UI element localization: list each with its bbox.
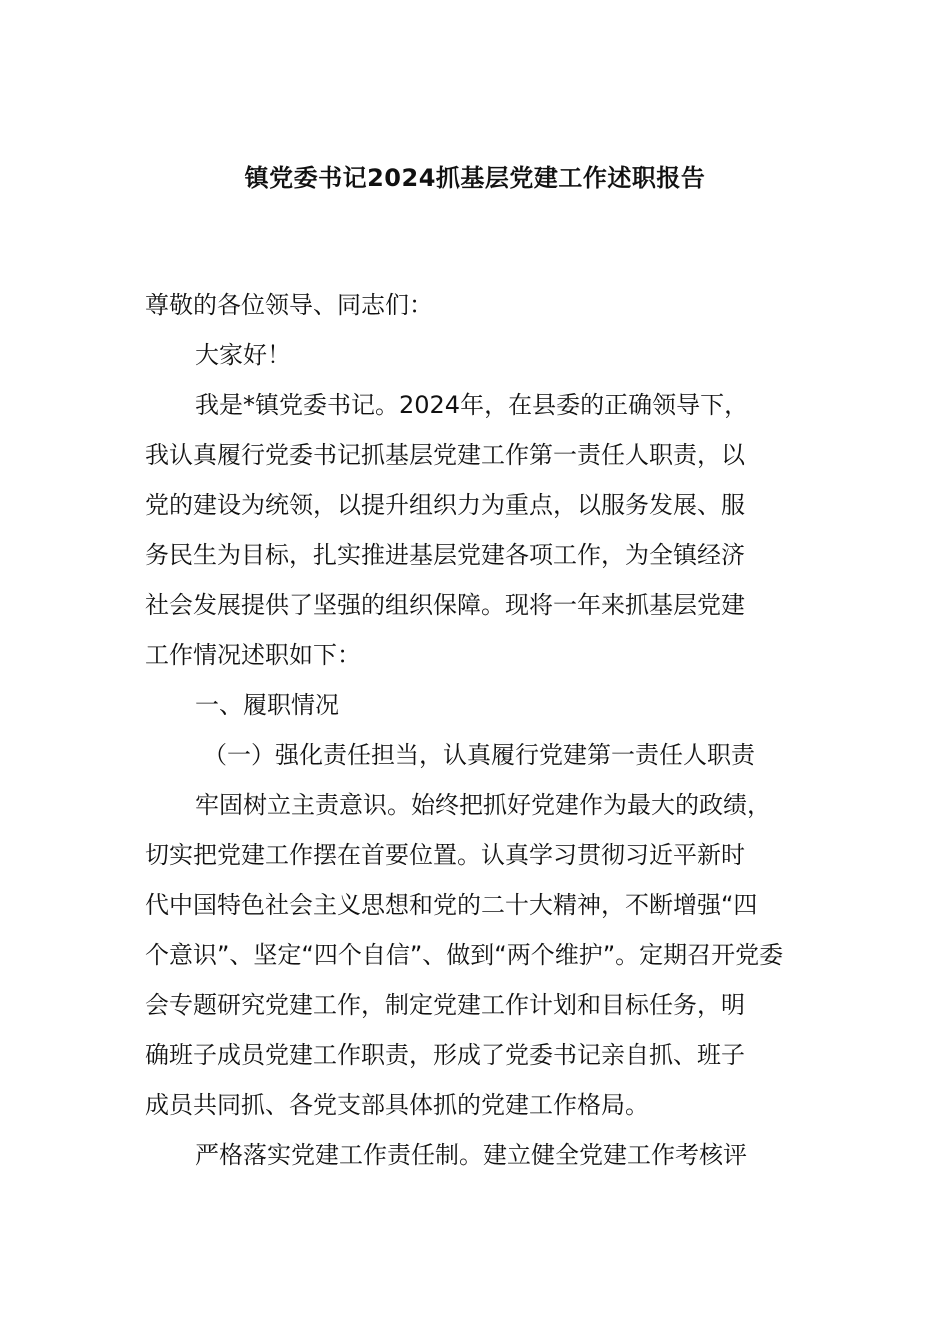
paragraph-line: 确班子成员党建工作职责，形成了党委书记亲自抓、班子	[145, 1041, 745, 1069]
paragraph-line: 党的建设为统领，以提升组织力为重点，以服务发展、服	[145, 491, 745, 519]
paragraph-line: 社会发展提供了坚强的组织保障。现将一年来抓基层党建	[145, 591, 745, 619]
subsection-heading: （一）强化责任担当，认真履行党建第一责任人职责	[203, 741, 755, 769]
section-heading: 一、履职情况	[195, 691, 339, 719]
paragraph-line: 工作情况述职如下：	[145, 641, 361, 669]
document-body	[145, 280, 835, 1180]
salutation: 尊敬的各位领导、同志们：	[145, 291, 433, 319]
paragraph-line: 切实把党建工作摆在首要位置。认真学习贯彻习近平新时	[145, 841, 745, 869]
paragraph-line: 个意识”、坚定“四个自信”、做到“两个维护”。定期召开党委	[145, 941, 784, 969]
paragraph-line: 务民生为目标，扎实推进基层党建各项工作，为全镇经济	[145, 541, 745, 569]
paragraph-line: 成员共同抓、各党支部具体抓的党建工作格局。	[145, 1091, 649, 1119]
paragraph-line: 会专题研究党建工作，制定党建工作计划和目标任务，明	[145, 991, 745, 1019]
paragraph-line: 我是*镇党委书记。2024年，在县委的正确领导下，	[195, 391, 749, 419]
greeting: 大家好！	[195, 341, 291, 369]
paragraph-line: 代中国特色社会主义思想和党的二十大精神，不断增强“四	[145, 891, 758, 919]
paragraph-line: 牢固树立主责意识。始终把抓好党建作为最大的政绩，	[195, 791, 771, 819]
document-title: 镇党委书记2024抓基层党建工作述职报告	[244, 164, 706, 192]
paragraph-line: 我认真履行党委书记抓基层党建工作第一责任人职责，以	[145, 441, 745, 469]
paragraph-line: 严格落实党建工作责任制。建立健全党建工作考核评	[195, 1141, 747, 1169]
